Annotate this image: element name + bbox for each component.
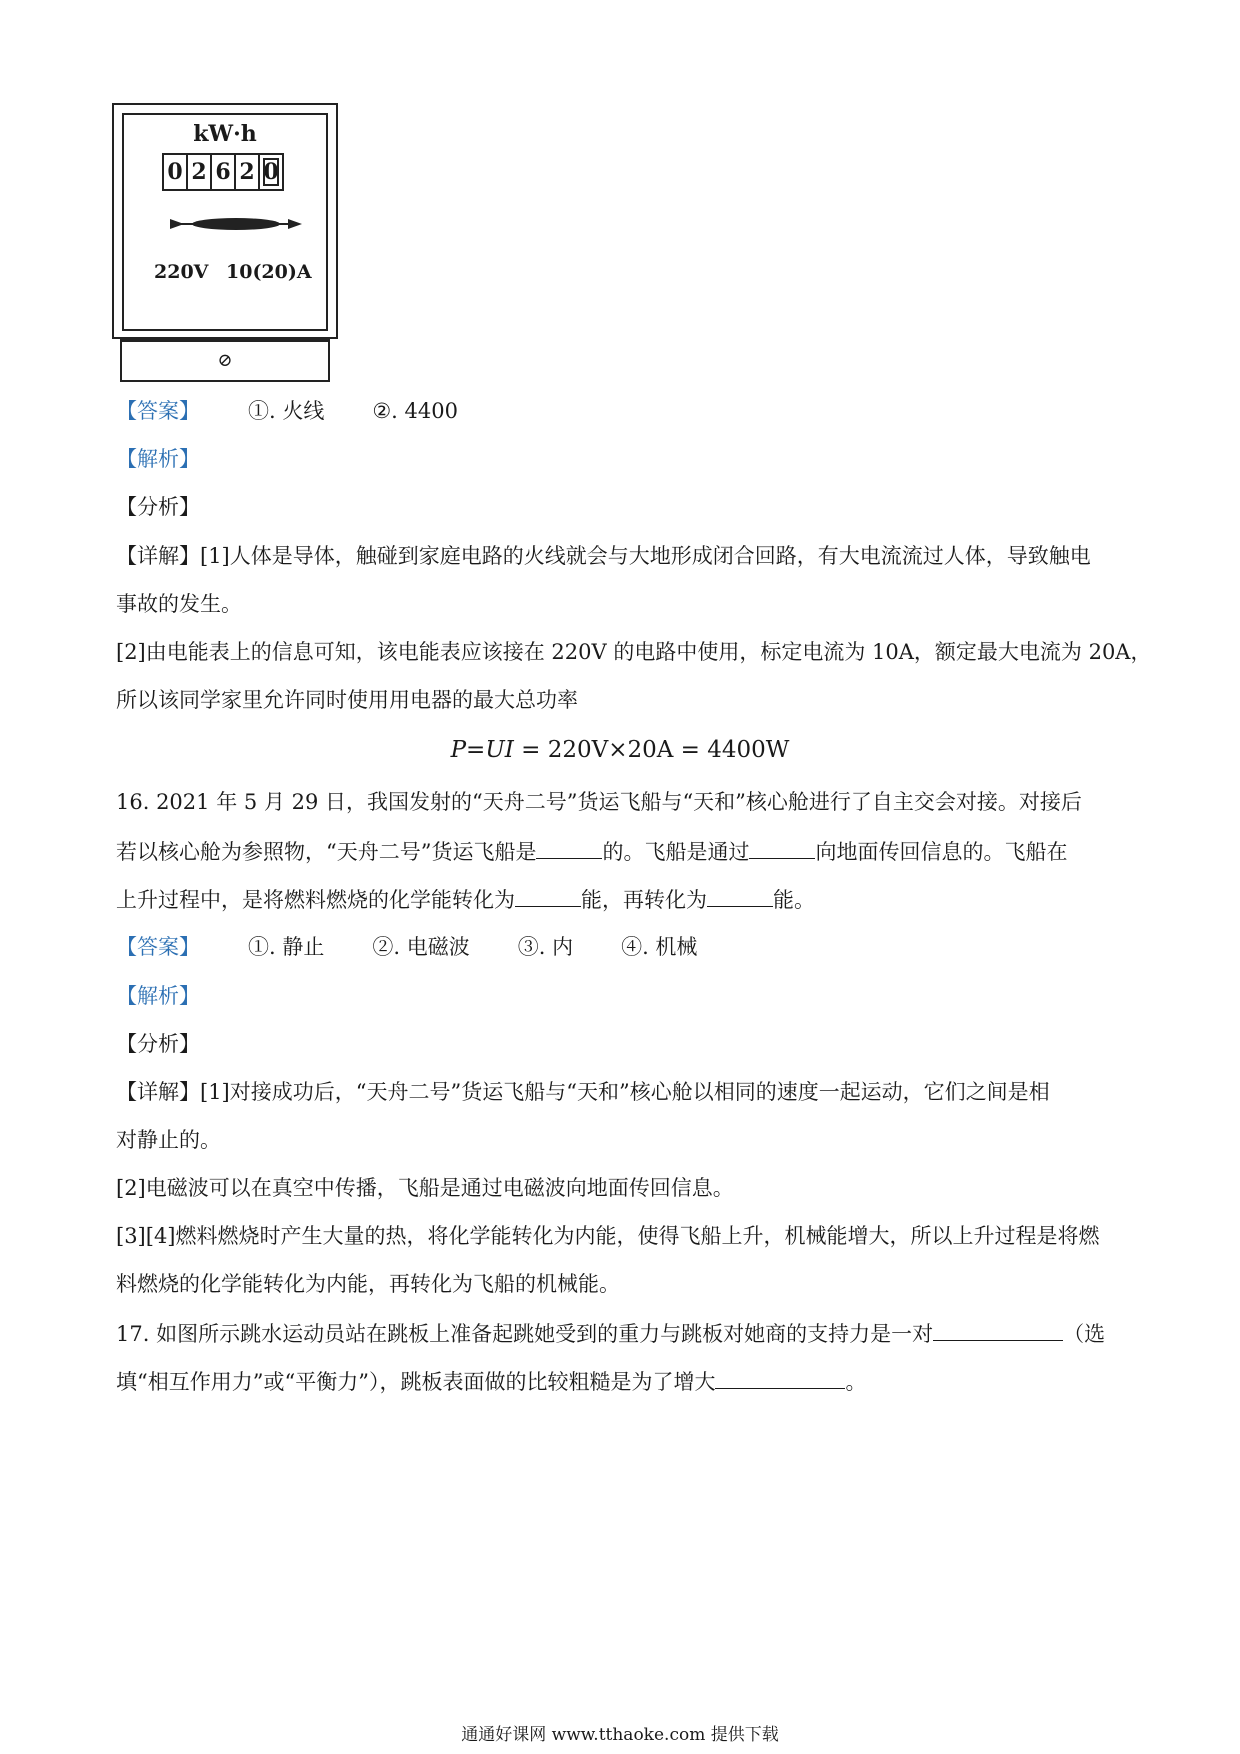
q17-question-line [116,1366,866,1397]
q16-detail-line: 料燃烧的化学能转化为内能，再转化为飞船的机械能。 [116,1272,620,1296]
meter-digits [162,153,284,191]
answer-item: ③. 内 [517,935,574,959]
page-footer: 通通好课网 www.tthaoke.com 提供下载 [461,1725,779,1745]
answer-blank [933,1318,1063,1341]
detail-text: [1]对接成功后，“天舟二号”货运飞船与“天和”核心舱以相同的速度一起运动，它们之间是相 [200,1080,1050,1104]
answer-blank [715,1366,845,1389]
meter-unit: kW·h [193,121,257,147]
meter-digit: 2 [188,155,212,189]
power-formula [0,737,1240,763]
answer-item: ①. 静止 [248,935,325,959]
question-text: 能。 [773,888,815,912]
electric-meter-figure [112,103,338,381]
q15-analysis-label: 【解析】 [116,447,200,471]
q16-answer-line [116,932,697,962]
answer-label: 【答案】 [116,399,200,423]
q16-question-line: 16. 2021 年 5 月 29 日，我国发射的“天舟二号”货运飞船与“天和”核心舱进行了自主交会对接。对接后 [116,790,1082,814]
meter-body [112,103,338,339]
q15-detail-line: 事故的发生。 [116,592,242,616]
meter-face [122,113,328,331]
meter-current: 10(20)A [226,261,312,283]
q16-analysis-label: 【解析】 [116,984,200,1008]
meter-digit: 6 [212,155,236,189]
detail-label: 【详解】 [116,544,200,568]
q17-question-line [116,1318,1105,1349]
answer-blank [515,884,581,907]
detail-text: [1]人体是导体，触碰到家庭电路的火线就会与大地形成闭合回路，有大电流流过人体，导致触电 [200,544,1091,568]
q15-detail-line: 所以该同学家里允许同时使用用电器的最大总功率 [116,688,578,712]
q16-fenxi-label: 【分析】 [116,1032,200,1056]
question-text: 上升过程中，是将燃料燃烧的化学能转化为 [116,888,515,912]
q16-detail-line [116,1077,1050,1107]
formula-rhs: = 220V×20A = 4400W [513,737,790,763]
answer-item: ②. 4400 [372,399,458,423]
answer-item: ①. 火线 [248,399,325,423]
q15-detail-line [116,541,1091,571]
q16-question-line [116,884,815,915]
question-text: 的。飞船是通过 [602,840,750,864]
question-text: 若以核心舱为参照物，“天舟二号”货运飞船是 [116,840,537,864]
detail-label: 【详解】 [116,1080,200,1104]
meter-digit-decimal: 0 [260,155,282,189]
formula-lhs: P=UI [450,737,514,763]
meter-digit: 2 [236,155,260,189]
q15-answer-line [116,396,458,426]
answer-item: ④. 机械 [621,935,698,959]
q16-detail-line: [3][4]燃料燃烧时产生大量的热，将化学能转化为内能，使得飞船上升，机械能增大，所以上升过程是将燃 [116,1224,1100,1248]
answer-label: 【答案】 [116,935,200,959]
meter-voltage: 220V [154,261,209,283]
question-text: （选 [1063,1322,1106,1346]
q16-question-line [116,836,1067,867]
question-text: 17. 如图所示跳水运动员站在跳板上准备起跳她受到的重力与跳板对她商的支持力是一对 [116,1322,934,1346]
question-text: 能，再转化为 [581,888,707,912]
question-text: 填“相互作用力”或“平衡力”），跳板表面做的比较粗糙是为了增大 [116,1370,716,1394]
answer-item: ②. 电磁波 [372,935,470,959]
meter-digit: 0 [164,155,188,189]
answer-blank [749,836,815,859]
q16-detail-line: 对静止的。 [116,1128,221,1152]
answer-blank [536,836,602,859]
answer-blank [707,884,773,907]
screw-icon: ⊘ [217,350,233,371]
meter-disc-icon [170,213,302,235]
q15-fenxi-label: 【分析】 [116,495,200,519]
q16-detail-line: [2]电磁波可以在真空中传播，飞船是通过电磁波向地面传回信息。 [116,1176,734,1200]
meter-base [120,339,330,382]
question-text: 向地面传回信息的。飞船在 [815,840,1068,864]
q15-detail-line: [2]由电能表上的信息可知，该电能表应该接在 220V 的电路中使用，标定电流为 10A，额定最大电流为 20A， [116,640,1152,664]
question-text: 。 [845,1370,867,1394]
